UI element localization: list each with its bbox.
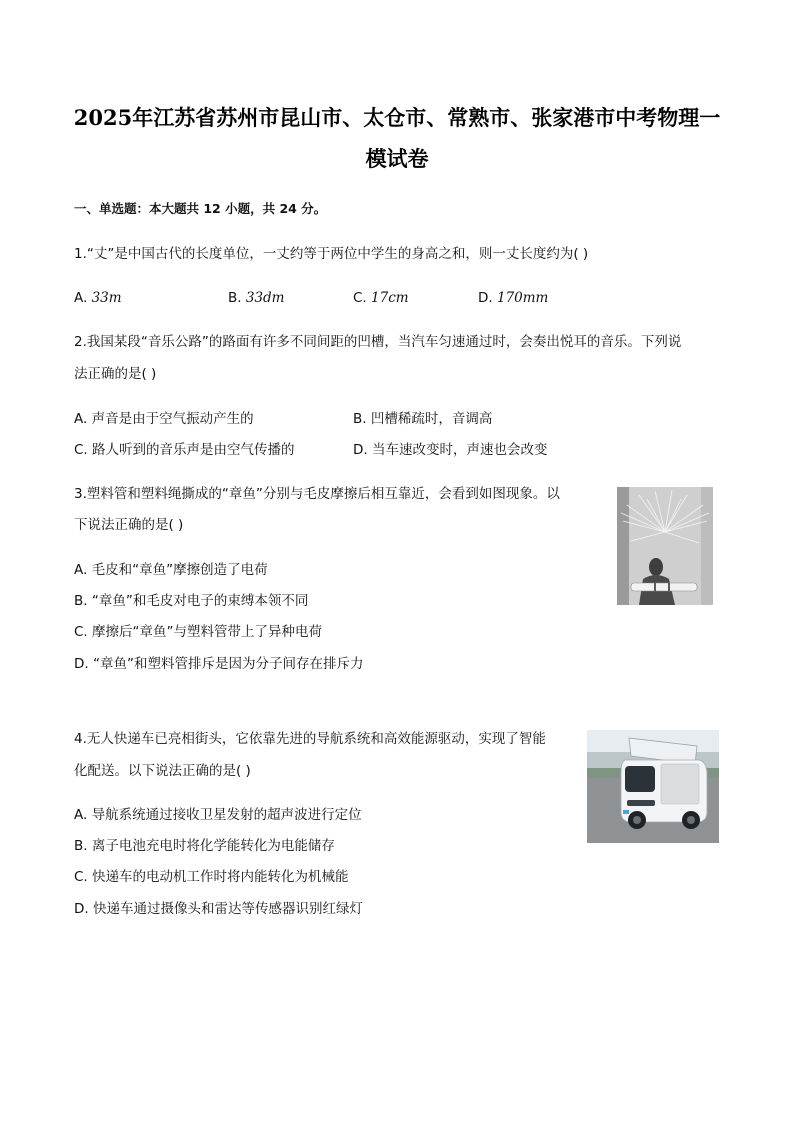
delivery-vehicle-illustration [587,730,719,843]
question-4-option-b: B. 离子电池充电时将化学能转化为电能储存 [74,838,335,854]
question-2-stem-line-2: 法正确的是( ) [74,366,157,382]
section-heading: 一、单选题：本大题共 12 小题，共 24 分。 [74,201,327,216]
question-1-option-d: D. 170mm [478,290,549,306]
question-2-option-a: A. 声音是由于空气振动产生的 [74,411,254,427]
question-2-stem-line-1: 2.我国某段“音乐公路”的路面有许多不同间距的凹槽，当汽车匀速通过时，会奏出悦耳的音乐。下列说 [74,334,682,350]
question-3-option-b: B. “章鱼”和毛皮对电子的束缚本领不同 [74,593,309,609]
question-1-stem: 1.“丈”是中国古代的长度单位，一丈约等于两位中学生的身高之和，则一丈长度约为( ) [74,246,589,262]
question-4-stem-line-1: 4.无人快递车已亮相街头，它依靠先进的导航系统和高效能源驱动，实现了智能 [74,731,546,747]
question-3-stem-line-1: 3.塑料管和塑料绳撕成的“章鱼”分别与毛皮摩擦后相互靠近，会看到如图现象。以 [74,486,560,502]
question-3-stem-line-2: 下说法正确的是( ) [74,517,184,533]
question-2-option-d: D. 当车速改变时，声速也会改变 [353,442,548,458]
question-4-option-c: C. 快递车的电动机工作时将内能转化为机械能 [74,869,349,885]
question-1-option-c: C. 17cm [353,290,409,306]
question-2-option-b: B. 凹槽稀疏时，音调高 [353,411,493,427]
question-1-option-b: B. 33dm [228,290,285,306]
document-title-line-2: 模试卷 [365,146,429,171]
question-3-option-c: C. 摩擦后“章鱼”与塑料管带上了异种电荷 [74,624,323,640]
question-4-option-a: A. 导航系统通过接收卫星发射的超声波进行定位 [74,807,362,823]
question-3-option-d: D. “章鱼”和塑料管排斥是因为分子间存在排斥力 [74,656,364,672]
document-title-line-1: 2025年江苏省苏州市昆山市、太仓市、常熟市、张家港市中考物理一 [73,105,721,130]
question-4-option-d: D. 快递车通过摄像头和雷达等传感器识别红绿灯 [74,901,363,917]
octopus-experiment-illustration [617,487,713,605]
question-3-option-a: A. 毛皮和“章鱼”摩擦创造了电荷 [74,562,268,578]
octopus-experiment-photo [617,487,713,605]
question-4-stem-line-2: 化配送。以下说法正确的是( ) [74,763,251,779]
delivery-vehicle-photo [587,730,719,843]
question-2-option-c: C. 路人听到的音乐声是由空气传播的 [74,442,295,458]
question-1-option-a: A. 33m [74,290,122,306]
